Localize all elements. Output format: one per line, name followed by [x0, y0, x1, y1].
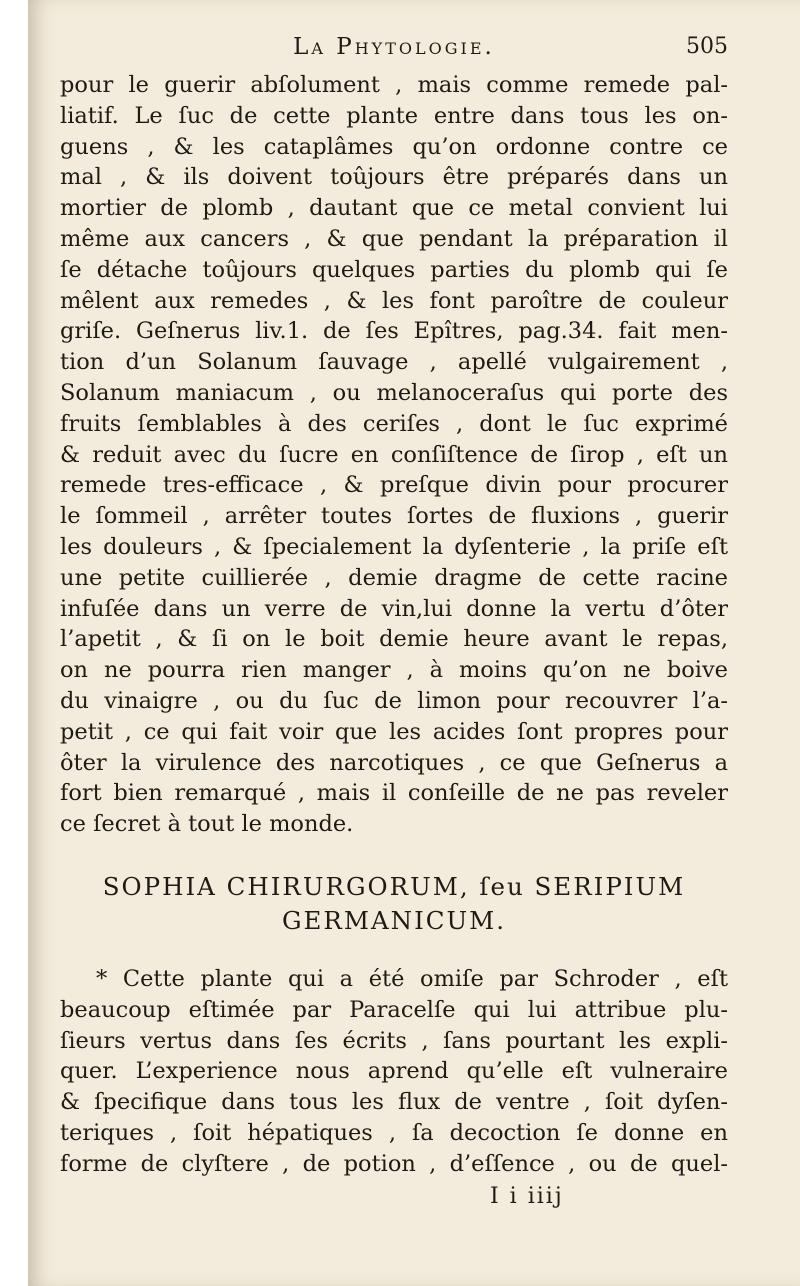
text-line: liatif. Le ſuc de cette plante entre dans tous les on- — [60, 102, 728, 129]
section-heading — [60, 870, 728, 938]
text-line: on ne pourra rien manger , à moins qu’on ne boive — [60, 657, 728, 684]
text-line: ſe détache toûjours quelques parties du plomb qui ſe — [60, 256, 728, 283]
text-line: infuſée dans un verre de vin,lui donne la vertu d’ôter — [60, 595, 728, 622]
text-line: griſe. Geſnerus liv.1. de ſes Epîtres, pag.34. fait men- — [60, 318, 728, 345]
text-line: & ſpecifique dans tous les flux de ventre , ſoit dyſen- — [60, 1089, 728, 1116]
running-head — [60, 34, 728, 70]
text-line: même aux cancers , & que pendant la préparation il — [60, 225, 728, 252]
text-line: mal , & ils doivent toûjours être préparés dans un — [60, 164, 728, 191]
text-line: fruits ſemblables à des ceriſes , dont le ſuc exprimé — [60, 410, 728, 437]
text-line: le ſommeil , arrêter toutes ſortes de fluxions , guerir — [60, 503, 728, 530]
text-line: fort bien remarqué , mais il conſeille de ne pas reveler — [60, 780, 728, 807]
text-line: quer. L’experience nous aprend qu’elle eſt vulneraire — [60, 1058, 728, 1085]
signature-mark: I i iiij — [490, 1183, 564, 1209]
running-title: La Phytologie. — [293, 34, 495, 60]
text-line: mortier de plomb , dautant que ce metal convient lui — [60, 195, 728, 222]
text-line: l’apetit , & ſi on le boit demie heure avant le repas, — [60, 626, 728, 653]
text-line: teriques , ſoit hépatiques , ſa decoction ſe donne en — [60, 1119, 728, 1146]
section-heading-line: SOPHIA CHIRURGORUM, ſeu SERIPIUM — [102, 871, 686, 901]
text-line: mêlent aux remedes , & les font paroître de couleur — [60, 287, 728, 314]
text-line: ce ſecret à tout le monde. — [60, 811, 354, 838]
text-line: les douleurs , & ſpecialement la dyſenterie , la priſe eſt — [60, 533, 728, 560]
text-line: petit , ce qui fait voir que les acides ſont propres pour — [60, 718, 728, 745]
text-line: remede tres-efficace , & preſque divin pour procurer — [60, 472, 728, 499]
text-line: Solanum maniacum , ou melanoceraſus qui porte des — [60, 379, 728, 406]
text-line: * Cette plante qui a été omiſe par Schroder , eſt — [96, 965, 728, 992]
text-line: forme de clyſtere , de potion , d’eſſence , ou de quel- — [60, 1150, 728, 1177]
section-heading-line: GERMANICUM. — [281, 905, 507, 935]
page-number: 505 — [686, 34, 728, 59]
text-line: beaucoup eſtimée par Paracelſe qui lui attribue plu- — [60, 996, 728, 1023]
text-line: guens , & les cataplâmes qu’on ordonne contre ce — [60, 133, 728, 160]
text-line: pour le guerir abſolument , mais comme remede pal- — [60, 72, 728, 98]
text-line: tion d’un Solanum ſauvage , apellé vulgairement , — [60, 349, 728, 376]
section-body — [60, 964, 728, 1180]
text-line: ſieurs vertus dans ſes écrits , ſans pourtant les expli- — [60, 1027, 728, 1054]
text-line: une petite cuillierée , demie dragme de cette racine — [60, 564, 728, 591]
book-page — [28, 0, 800, 1286]
text-line: & reduit avec du ſucre en conſiſtence de ſirop , eſt un — [60, 441, 728, 468]
text-line: ôter la virulence des narcotiques , ce que Geſnerus a — [60, 749, 728, 776]
page-text — [60, 34, 728, 1218]
text-line: du vinaigre , ou du ſuc de limon pour recouvrer l’a- — [60, 687, 728, 714]
top-paragraph — [60, 70, 728, 840]
page-footer — [60, 1184, 728, 1218]
